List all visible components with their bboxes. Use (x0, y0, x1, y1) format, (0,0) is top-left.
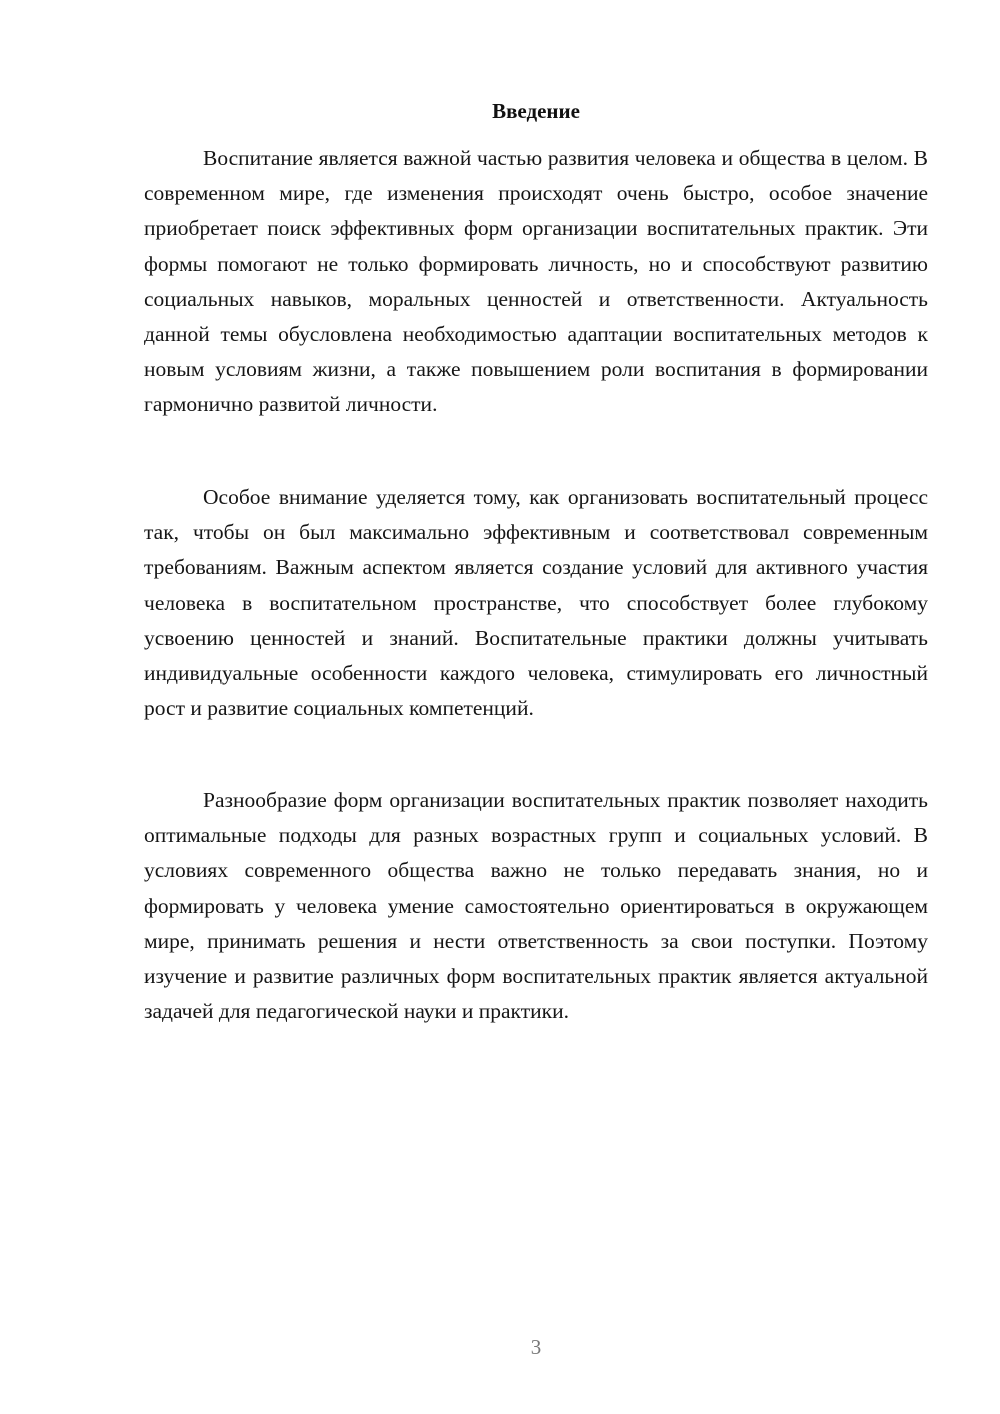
intro-paragraph-1: Воспитание является важной частью развития человека и общества в целом. В современном мире, где изменения происходят очень быстро, особое значение приобретает поиск эффективных форм организации воспитательных практик. Эти формы помогают не только формировать личность, но и способствуют развитию социальных навыков, моральных ценностей и ответственности. Актуальность данной темы обусловлена необходимостью адаптации воспитательных методов к новым условиям жизни, а также повышением роли воспитания в формировании гармонично развитой личности. (144, 146, 928, 417)
page-number: 3 (530, 1335, 542, 1359)
section-title: Введение (492, 99, 580, 123)
intro-paragraph-3: Разнообразие форм организации воспитательных практик позволяет находить оптимальные подходы для разных возрастных групп и социальных условий. В условиях современного общества важно не только передавать знания, но и формировать у человека умение самостоятельно ориентироваться в окружающем мире, принимать решения и нести ответственность за свои поступки. Поэтому изучение и развитие различных форм воспитательных практик является актуальной задачей для педагогической науки и практики. (144, 788, 928, 1024)
intro-paragraph-2: Особое внимание уделяется тому, как организовать воспитательный процесс так, чтобы он был максимально эффективным и соответствовал современным требованиям. Важным аспектом является создание условий для активного участия человека в воспитательном пространстве, что способствует более глубокому усвоению ценностей и знаний. Воспитательные практики должны учитывать индивидуальные особенности каждого человека, стимулировать его личностный рост и развитие социальных компетенций. (144, 485, 928, 721)
